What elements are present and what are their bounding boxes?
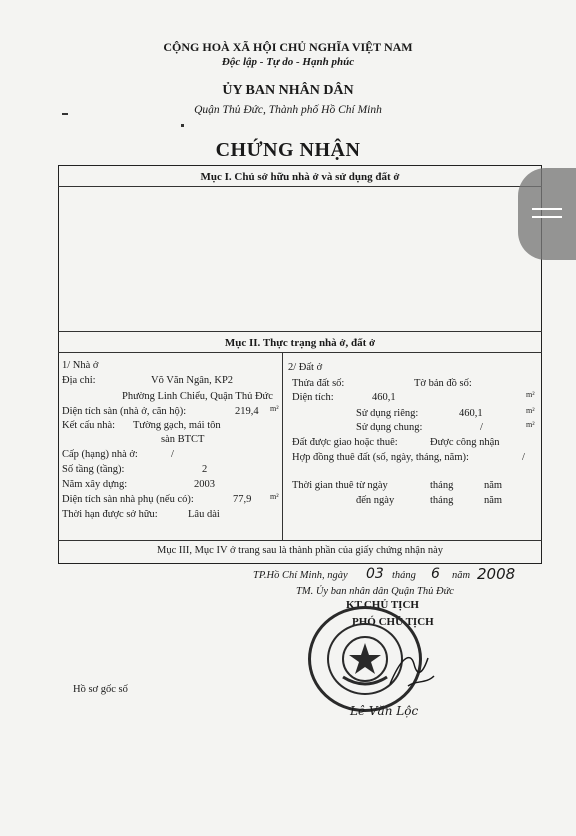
private-use-unit: m²	[526, 406, 535, 415]
archive-label: Hồ sơ gốc số	[73, 684, 128, 695]
lease-from-year-label: năm	[484, 480, 503, 491]
ownership-label: Thời hạn được sở hữu:	[62, 509, 158, 520]
footer-note: Mục III, Mục IV ở trang sau là thành phần của giấy chứng nhận này	[156, 545, 443, 556]
page-title: CHỨNG NHẬN	[215, 139, 361, 161]
place-date-prefix: TP.Hồ Chí Minh, ngày	[253, 570, 348, 581]
scan-speck	[181, 124, 184, 127]
map-sheet-label: Tờ bản đồ số:	[414, 378, 472, 389]
land-area-unit: m²	[526, 390, 535, 399]
shared-use-unit: m²	[526, 420, 535, 429]
floors-label: Số tầng (tầng):	[62, 464, 125, 475]
lease-to-year-label: năm	[484, 495, 503, 506]
land-heading: 2/ Đất ở	[288, 362, 323, 373]
lease-contract-value: /	[522, 452, 525, 463]
floor-area-unit: m²	[270, 404, 279, 413]
floor-area-label: Diện tích sàn (nhà ở, căn hộ):	[62, 406, 187, 417]
lease-contract-label: Hợp đồng thuê đất (số, ngày, tháng, năm):	[292, 452, 469, 463]
signed-month: 6	[431, 566, 440, 582]
section2-divider	[58, 352, 542, 353]
land-area-label: Diện tích:	[292, 392, 334, 403]
lease-to-label: đến ngày	[356, 495, 395, 506]
private-use-label: Sử dụng riêng:	[356, 408, 419, 419]
section2-title: Mục II. Thực trạng nhà ở, đất ở	[224, 337, 376, 349]
structure-line1: Tường gạch, mái tôn	[133, 420, 221, 431]
allocation-label: Đất được giao hoặc thuê:	[292, 437, 398, 448]
lease-from-month-label: tháng	[430, 480, 454, 491]
aux-area-label: Diện tích sàn nhà phụ (nếu có):	[62, 494, 194, 505]
on-behalf-line: TM. Ủy ban nhân dân Quận Thủ Đức	[296, 586, 454, 597]
republic-heading: CỘNG HOÀ XÃ HỘI CHỦ NGHĨA VIỆT NAM	[163, 40, 413, 54]
section2-top-divider	[58, 331, 542, 332]
column-divider	[282, 352, 283, 540]
lease-to-month-label: tháng	[430, 495, 454, 506]
address-line1: Võ Văn Ngân, KP2	[151, 375, 234, 386]
shared-use-value: /	[480, 422, 483, 433]
grade-value: /	[171, 449, 174, 460]
ownership-value: Lâu dài	[188, 509, 220, 520]
section1-divider	[58, 186, 542, 187]
district-heading: Quận Thủ Đức, Thành phố Hồ Chí Minh	[194, 104, 382, 116]
structure-label: Kết cấu nhà:	[62, 420, 116, 431]
kt-chairman: KT.CHỦ TỊCH	[346, 599, 419, 611]
signed-year: 2008	[477, 565, 516, 583]
address-label: Địa chỉ:	[62, 375, 96, 386]
floors-value: 2	[202, 464, 208, 475]
section1-title: Mục I. Chủ sở hữu nhà ở và sử dụng đất ở	[200, 171, 400, 183]
footer-divider	[58, 540, 542, 541]
aux-area-value: 77,9	[233, 494, 252, 505]
month-label: tháng	[392, 570, 416, 581]
scan-speck	[62, 113, 68, 115]
signed-day: 03	[366, 566, 384, 582]
land-area-value: 460,1	[372, 392, 396, 403]
shared-use-label: Sử dụng chung:	[356, 422, 423, 433]
signer-name: Lê Văn Lộc	[350, 704, 419, 718]
structure-line2: sàn BTCT	[161, 434, 205, 445]
grade-label: Cấp (hạng) nhà ở:	[62, 449, 138, 460]
parcel-label: Thửa đất số:	[292, 378, 345, 389]
year-label: Năm xây dựng:	[62, 479, 128, 490]
year-value: 2003	[194, 479, 215, 490]
floor-area-value: 219,4	[235, 406, 259, 417]
lease-from-label: Thời gian thuê từ ngày	[292, 480, 388, 491]
allocation-value: Được công nhận	[430, 437, 500, 448]
aux-area-unit: m²	[270, 492, 279, 501]
signature-scribble-icon	[380, 640, 440, 700]
scroll-handle[interactable]	[518, 168, 576, 260]
committee-heading: ỦY BAN NHÂN DÂN	[222, 83, 354, 98]
vice-chairman: PHÓ CHỦ TỊCH	[352, 616, 434, 628]
private-use-value: 460,1	[459, 408, 483, 419]
year-label-sign: năm	[452, 570, 471, 581]
address-line2: Phường Linh Chiểu, Quận Thủ Đức	[122, 391, 273, 402]
national-motto: Độc lập - Tự do - Hạnh phúc	[221, 56, 355, 68]
house-heading: 1/ Nhà ở	[62, 360, 99, 371]
